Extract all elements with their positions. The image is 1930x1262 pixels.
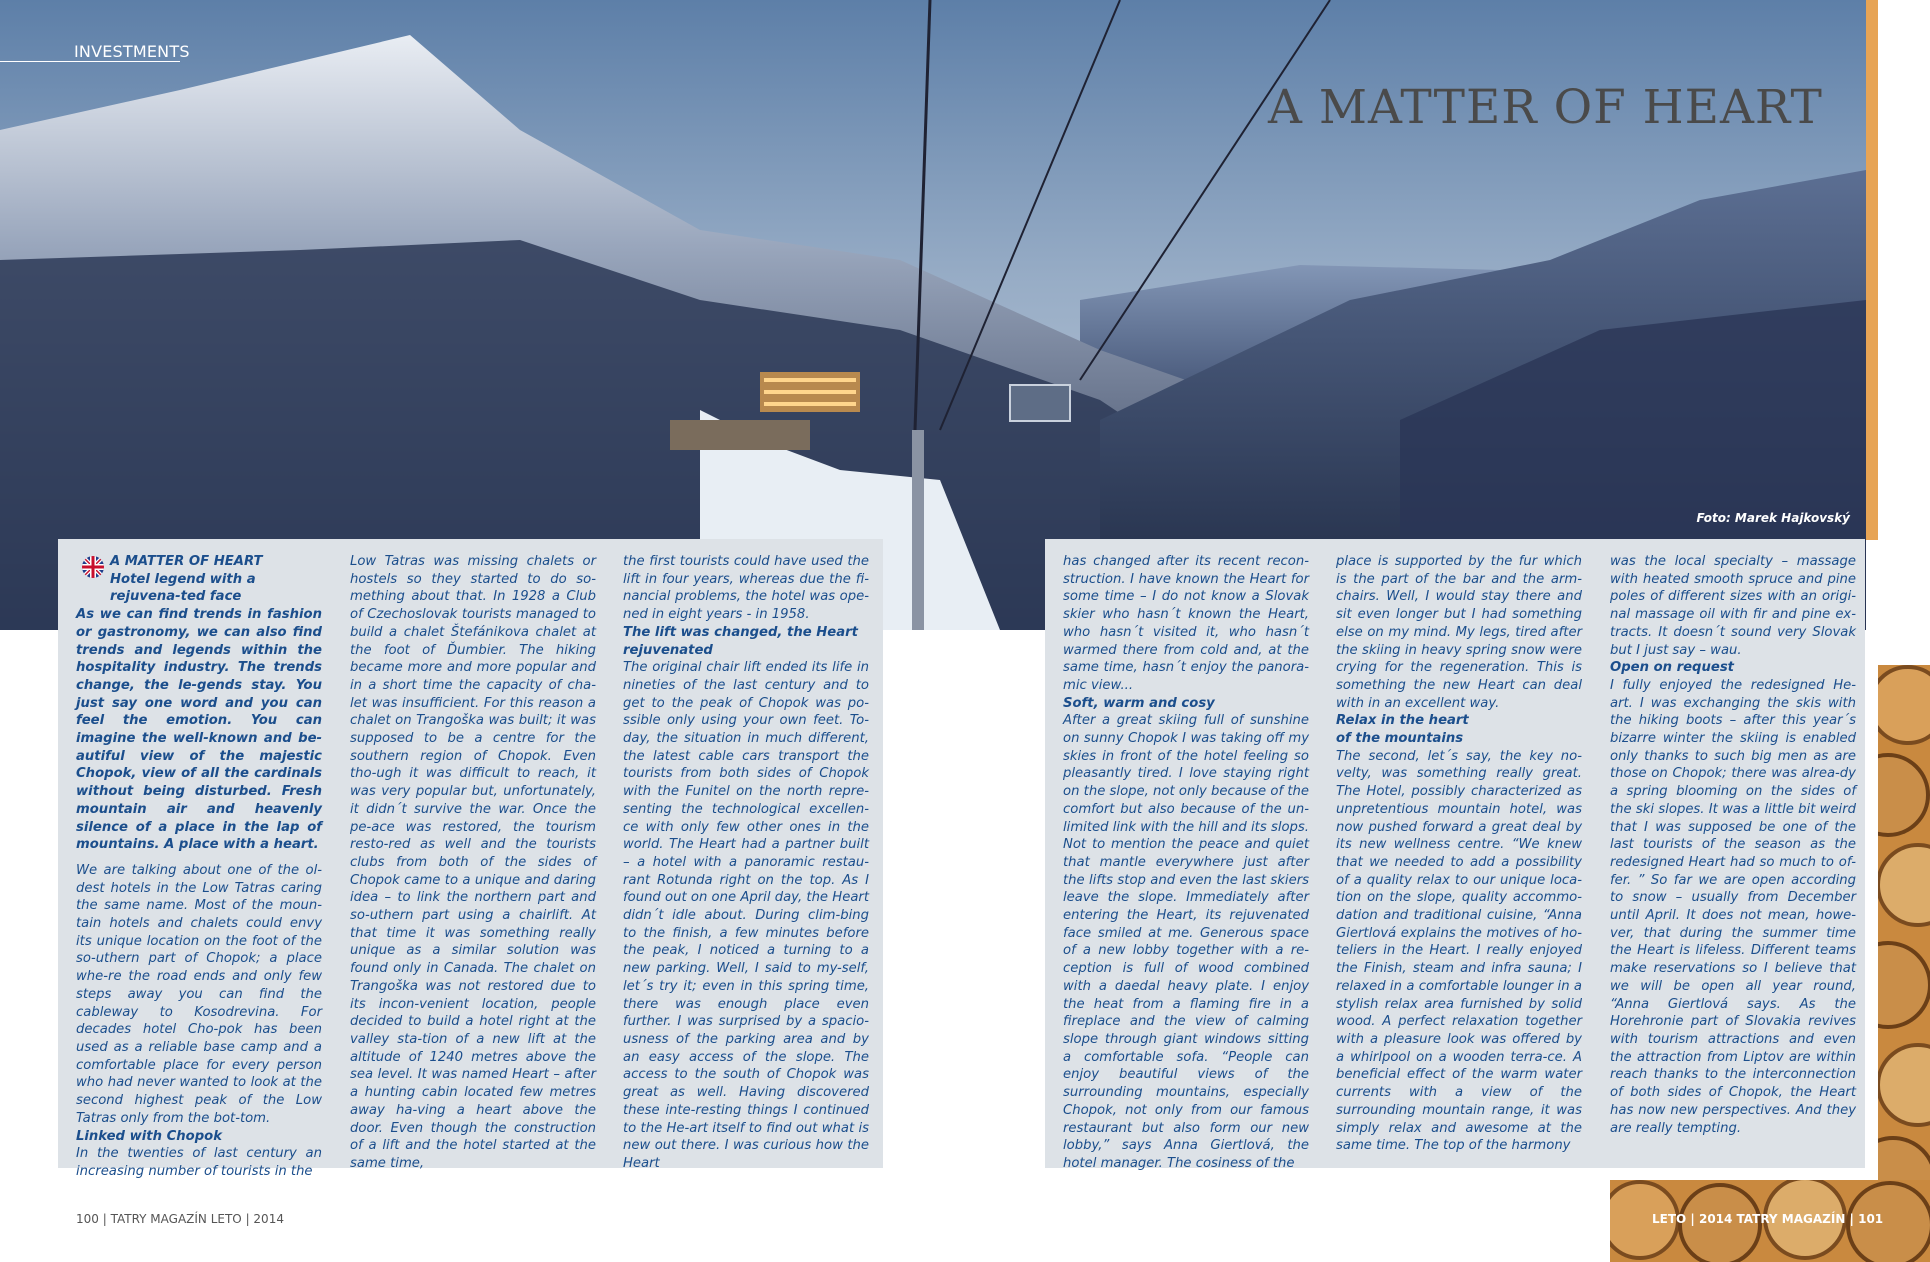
article-subheading: Hotel legend with a rejuvena-ted face [110, 571, 256, 605]
section-label: INVESTMENTS [74, 42, 190, 61]
uk-flag-icon [82, 556, 104, 578]
wood-logs-image [1878, 665, 1930, 1262]
article-paragraph: We are talking about one of the ol-dest hotels in the Low Tatras caring the same name. Most of the moun-tain hotels and chalets could envy its unique location on the foot of the so-uthern part of Chopok; a place whe-re the road ends and only few steps away you can find the cableway to Kosodrevina. For decades hotel Cho-pok has been used as a reliable base camp and a comfortable place for every person who had never wanted to look at the second highest peak of the Low Tatras only from the bot-tom. [76, 862, 322, 1126]
folio-right: LETO | 2014 TATRY MAGAZÍN | 101 [1652, 1212, 1884, 1226]
section-rule [0, 61, 180, 62]
article-column-6 [1610, 553, 1856, 1137]
article-subhead: Relax in the heart [1336, 713, 1469, 729]
article-subhead: Open on request [1610, 660, 1734, 676]
article-column-3 [623, 553, 869, 1173]
article-subhead: Linked with Chopok [76, 1128, 222, 1144]
article-paragraph: Low Tatras was missing chalets or hostels so they started to do so-mething about that. In 1928 a Club of Czechoslovak tourists managed to build a chalet Štefánikova chalet at the foot of Ďumbier. The hiking became more and more popular and in a short time the capacity of cha-let was insufficient. For this reason a chalet on Trangoška was built; it was supposed to be a centre for the southern region of Chopok. Even tho-ugh it was difficult to reach, it was very popular but, unfortunately, it didn´t survive the war. Once the pe-ace was restored, the tourism resto-red as well and the tourists clubs from both of the sides of Chopok came to a unique and daring idea – to link the northern part and so-uthern part using a chairlift. At that time it was something really unique as a similar solution was found only in Canada. The chalet on Trangoška was not restored due to its incon-venient location, people decided to build a hotel right at the valley sta-tion of a new lift at the altitude of 1240 metres above the sea level. It was named Heart – after a hunting cabin located few metres away ha-ving a heart above the door. Even though the construction of a lift and the hotel started at the same time, [350, 554, 596, 1171]
article-lead: As we can find trends in fashion or gastronomy, we can also find trends and legends within the hospitality industry. The trends change, the le-gends stay. You just say one word and you can feel the emotion. You can imagine the well-known and be-autiful view of the majestic Chopok, view of all the cardinals without being disturbed. Fresh mountain air and heavenly silence of a place in the lap of mountains. A place with a heart. [76, 607, 322, 853]
article-column-1 [76, 553, 322, 1181]
article-subhead: The lift was changed, the Heart rejuvenated [623, 624, 858, 658]
article-paragraph: the first tourists could have used the lift in four years, whereas due the fi-nancial problems, the hotel was ope-ned in eight years - in 1958. [623, 554, 869, 623]
article-heading: A MATTER OF HEART [110, 554, 263, 569]
article-paragraph: was the local specialty – massage with heated smooth spruce and pine poles of different sizes with an origi-nal massage oil with fir and pine ex-tracts. It doesn´t sound very Slovak but I just say – wau. [1610, 554, 1856, 658]
article-paragraph: place is supported by the fur which is the part of the bar and the arm-chairs. Well, I would stay there and sit even longer but I had something else on my mind. My legs, tired after the skiing in heavy spring snow were crying for the regeneration. This is something the new Heart can deal with in an excellent way. [1336, 554, 1582, 711]
article-subhead: Soft, warm and cosy [1063, 695, 1215, 711]
article-subhead: of the mountains [1336, 731, 1464, 747]
photo-credit: Foto: Marek Hajkovský [1696, 511, 1850, 525]
folio-left: 100 | TATRY MAGAZÍN LETO | 2014 [76, 1212, 284, 1226]
article-paragraph: The original chair lift ended its life in nineties of the last century and to get to the peak of Chopok was po-ssible only using your own feet. To-day, the situation in much different, the latest cable cars transport the tourists from both sides of Chopok with the Funitel on the north repre-senting the technological excellen-ce with only few other ones in the world. The Heart had a partner built – a hotel with a panoramic restau-rant Rotunda right on the top. As I found out on one April day, the Heart didn´t idle about. During clim-bing to the finish, a few minutes before the peak, I noticed a turning to a new parking. Well, I said to my-self, let´s try it; even in this spring time, there was enough place even further. I was surprised by a spacio-usness of the parking area and by an easy access of the slope. The access to the south of Chopok was great as well. Having discovered these inte-resting things I continued to the He-art itself to find out what is new out there. I was curious how the Heart [623, 660, 869, 1171]
page-title: A MATTER OF HEART [1268, 80, 1823, 135]
article-paragraph: has changed after its recent recon-struction. I have known the Heart for some time – I do not know a Slovak skier who hasn´t known the Heart, who hasn´t visited it, who hasn´t warmed there from cold and, at the same time, hasn´t enjoy the panora-mic view... [1063, 554, 1309, 693]
article-column-2 [350, 553, 596, 1173]
article-paragraph: The second, let´s say, the key no-velty, was something really great. The Hotel, possibly characterized as unpretentious mountain hotel, was now pushed forward a great deal by its new wellness centre. “We knew that we needed to add a possibility of a quality relax to our unique loca-tion on the slope, quality accommo-dation and traditional cuisine, “Anna Giertlová explains the motives of ho-teliers in the Heart. I really enjoyed the Finish, steam and infra sauna; I relaxed in a comfortable lounger in a stylish relax area furnished by solid wood. A perfect relaxation together with a pleasure look was offered by a whirlpool on a wooden terra-ce. A beneficial effect of the warm water currents with a view of the surrounding mountain range, it was simply relax and awesome at the same time. The top of the harmony [1336, 748, 1582, 1154]
article-paragraph: In the twenties of last century an increasing number of tourists in the [76, 1146, 322, 1179]
article-paragraph: I fully enjoyed the redesigned He-art. I was exchanging the skis with the hiking boots – after this year´s bizarre winter the skiing is enabled only thanks to such big men as are those on Chopok; there was alrea-dy a spring blooming on the sides of the ski slopes. It was a little bit weird that I was supposed be one of the last tourists of the season as the redesigned Heart had so much to of-fer. ” So far we are open according to snow – usually from December until April. It does not mean, howe-ver, that during the summer time the Heart is lifeless. Different teams make reservations so I believe that we will be open all year round, “Anna Giertlová says. As the Horehronie part of Slovakia revives with tourism attractions and even the attraction from Liptov are within reach thanks to the interconnection of both sides of Chopok, the Heart has now new perspectives. And they are really tempting. [1610, 677, 1856, 1136]
article-paragraph: After a great skiing full of sunshine on sunny Chopok I was taking off my skies in front of the hotel feeling so pleasantly tired. I love staying right on the slope, not only because of the comfort but also because of the un-limited link with the hill and its slops. Not to mention the peace and quiet that mantle everywhere just after the lifts stop and even the last skiers leave the slope. Immediately after entering the Heart, its rejuvenated face smiled at me. Generous space of a new lobby together with a re-ception is full of wood combined with a daedal heavy plate. I enjoy the heat from a flaming fire in a fireplace and the view of calming slope through giant windows sitting a comfortable sofa. “People can enjoy beautiful views of the surrounding mountains, especially Chopok, not only from our famous restaurant but also form our new lobby,” says Anna Giertlová, the hotel manager. The cosiness of the [1063, 713, 1309, 1171]
article-column-5 [1336, 553, 1582, 1155]
accent-bar [1866, 0, 1878, 540]
article-column-4 [1063, 553, 1309, 1173]
